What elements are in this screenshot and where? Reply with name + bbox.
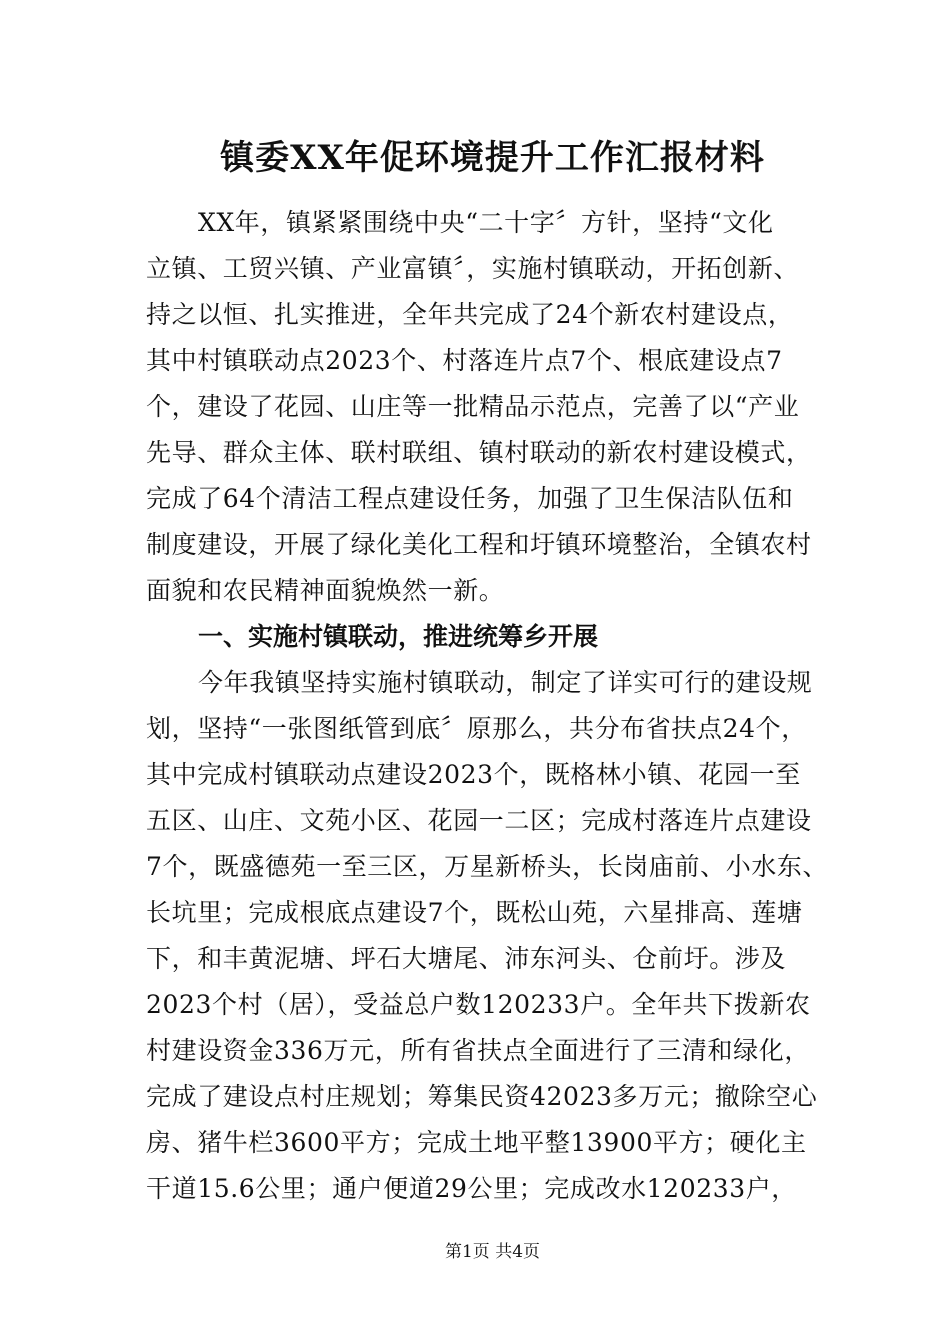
section-line-5: 7个，既盛德苑一至三区，万星新桥头，长岗庙前、小水东、 (146, 852, 829, 881)
section-line-3: 其中完成村镇联动点建设2023个，既格林小镇、花园一至 (146, 760, 801, 789)
section-line-4: 五区、山庄、文苑小区、花园一二区；完成村落连片点建设 (146, 806, 812, 835)
section-line-12: 干道15.6公里；通户便道29公里；完成改水120233户， (146, 1174, 797, 1203)
section-line-9: 村建设资金336万元，所有省扶点全面进行了三清和绿化， (146, 1036, 810, 1065)
section-heading: 一、实施村镇联动，推进统筹乡开展 (198, 622, 599, 651)
section-line-8: 2023个村（居），受益总户数120233户。全年共下拨新农 (146, 990, 811, 1019)
document-title: 镇委XX年促环境提升工作汇报材料 (220, 138, 765, 178)
intro-line-8: 制度建设，开展了绿化美化工程和圩镇环境整治，全镇农村 (146, 530, 812, 559)
intro-line-4: 其中村镇联动点2023个、村落连片点7个、根底建设点7 (146, 346, 783, 375)
section-line-10: 完成了建设点村庄规划；筹集民资42023多万元；撤除空心 (146, 1082, 818, 1111)
page-number-footer: 第1页 共4页 (444, 1242, 541, 1262)
section-line-1: 今年我镇坚持实施村镇联动，制定了详实可行的建设规 (198, 668, 813, 697)
intro-line-1: XX年，镇紧紧围绕中央“二十字〞方针，坚持“文化 (198, 208, 774, 237)
intro-line-9: 面貌和农民精神面貌焕然一新。 (146, 576, 505, 605)
intro-line-7: 完成了64个清洁工程点建设任务，加强了卫生保洁队伍和 (146, 484, 794, 513)
section-line-6: 长坑里；完成根底点建设7个，既松山苑，六星排高、莲塘 (146, 898, 803, 927)
section-line-2: 划，坚持“一张图纸管到底〞原那么，共分布省扶点24个， (146, 714, 807, 743)
section-line-7: 下，和丰黄泥塘、坪石大塘尾、沛东河头、仓前圩。涉及 (146, 944, 787, 973)
intro-line-5: 个，建设了花园、山庄等一批精品示范点，完善了以“产业 (146, 392, 800, 421)
intro-line-3: 持之以恒、扎实推进，全年共完成了24个新农村建设点， (146, 300, 794, 329)
intro-line-6: 先导、群众主体、联村联组、镇村联动的新农村建设模式， (146, 438, 812, 467)
intro-line-2: 立镇、工贸兴镇、产业富镇〞，实施村镇联动，开拓创新、 (146, 254, 800, 283)
section-line-11: 房、猪牛栏3600平方；完成土地平整13900平方；硬化主 (146, 1128, 807, 1157)
